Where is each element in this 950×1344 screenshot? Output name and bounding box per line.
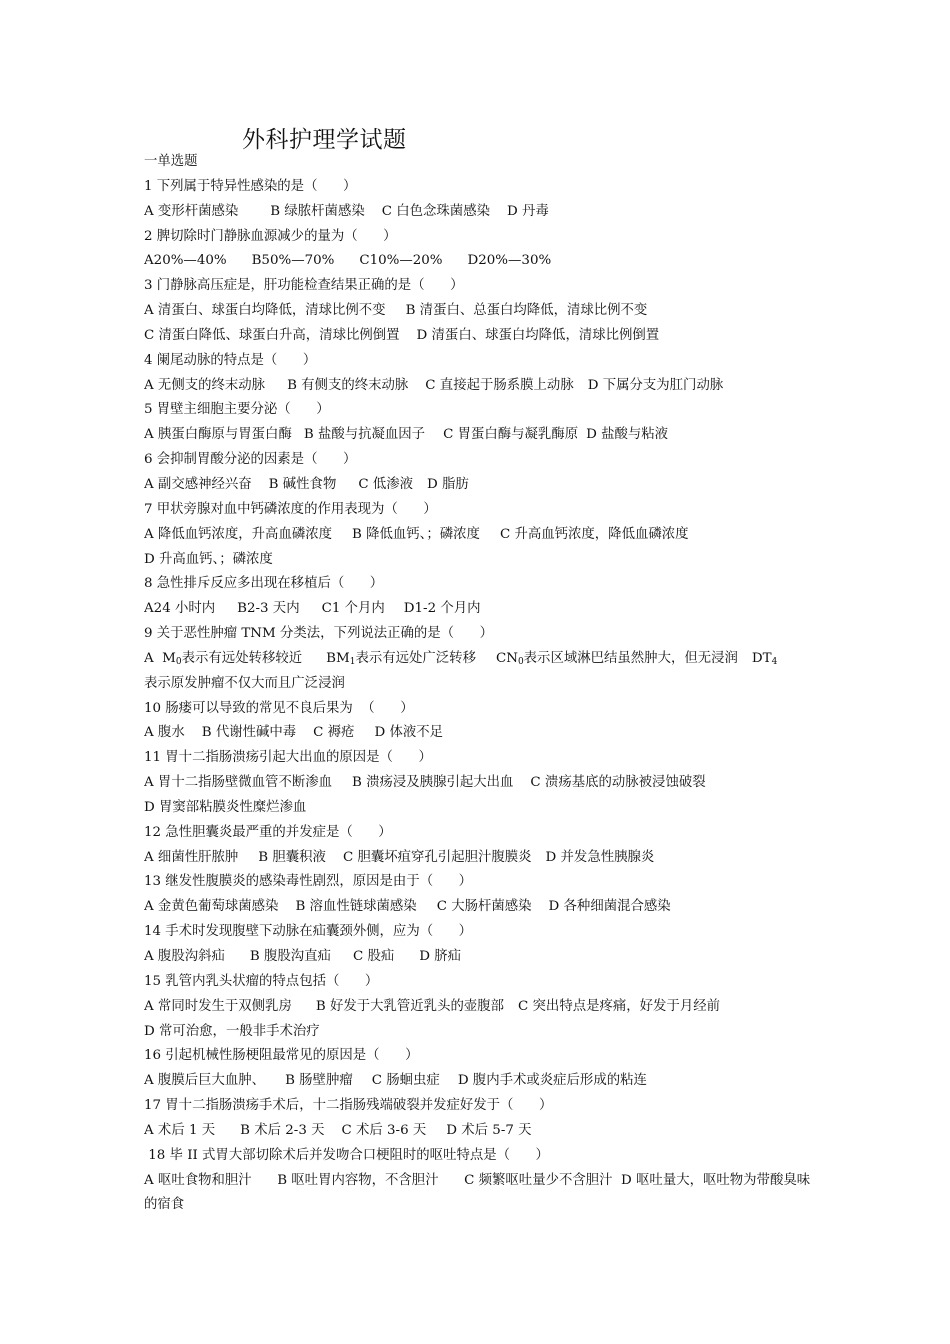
question-stem: 5 胃壁主细胞主要分泌（ ） (144, 402, 330, 418)
option-d: D 胃窦部粘膜炎性糜烂渗血 (144, 799, 307, 815)
option-a: A24 小时内 (144, 601, 216, 617)
question-stem: 9 关于恶性肿瘤 TNM 分类法，下列说法正确的是（ ） (144, 626, 493, 642)
option-d: D 盐酸与粘液 (586, 427, 669, 443)
option-d: D 下属分支为肛门动脉 (587, 377, 724, 393)
option-c: C 胆囊坏疽穿孔引起胆汁腹膜炎 (342, 849, 532, 865)
question-stem: 6 会抑制胃酸分泌的因素是（ ） (144, 452, 357, 468)
option-d: D 脐疝 (419, 949, 462, 964)
question-stem: 4 阑尾动脉的特点是（ ） (144, 352, 317, 368)
option-a: A 胰蛋白酶原与胃蛋白酶 (144, 427, 292, 443)
question-stem: 12 急性胆囊炎最严重的并发症是（ ） (144, 824, 392, 840)
option-d: D 体液不足 (374, 725, 444, 741)
option-a-text: 表示有远处转移较近 (181, 650, 303, 666)
option-d-symbol: DT (751, 650, 772, 666)
option-c: C 溃疡基底的动脉被浸蚀破裂 (530, 775, 706, 791)
option-row (144, 473, 816, 498)
option-c (496, 651, 738, 666)
option-c: C 直接起于肠系膜上动脉 (425, 377, 574, 393)
option-c: C 清蛋白降低、球蛋白升高，清球比例倒置 (144, 327, 400, 343)
option-row (144, 523, 816, 548)
option-c: C 术后 3-6 天 (341, 1122, 427, 1138)
option-d-subscript: 4 (771, 656, 778, 667)
option-c-text: 表示区域淋巴结虽然肿大，但无浸润 (523, 650, 738, 666)
question-stem: 2 脾切除时门静脉血源减少的量为（ ） (144, 228, 397, 244)
option-row (144, 299, 816, 324)
option-a: A 无侧支的终末动脉 (144, 377, 266, 393)
question-stem: 18 毕 II 式胃大部切除术后并发吻合口梗阻时的呕吐特点是（ ） (144, 1147, 549, 1163)
option-b: B 胆囊积液 (258, 849, 326, 865)
option-d: D 清蛋白、球蛋白均降低，清球比例倒置 (416, 327, 660, 343)
option-d: D 升高血钙、；磷浓度 (144, 551, 273, 567)
question-stem: 14 手术时发现腹壁下动脉在疝囊颈外侧，应为（ ） (144, 924, 473, 940)
option-b: B 肠壁肿瘤 (285, 1073, 353, 1089)
option-continuation: 表示原发肿瘤不仅大而且广泛浸润 (144, 675, 345, 691)
option-a: A 副交感神经兴奋 (144, 476, 252, 492)
option-b: B50%—70% (251, 253, 335, 269)
option-c: C 股疝 (352, 949, 395, 964)
option-a-subscript: 0 (175, 656, 182, 667)
option-d: D 丹毒 (506, 203, 549, 219)
option-d: D 并发急性胰腺炎 (545, 849, 655, 865)
option-c-symbol: CN (495, 650, 518, 666)
option-d: D1-2 个月内 (403, 601, 481, 617)
question-list (144, 150, 816, 1218)
option-row (144, 846, 816, 871)
option-row (144, 548, 816, 573)
option-a: A 变形杆菌感染 (144, 203, 239, 219)
option-a: A 细菌性肝脓肿 (144, 849, 239, 865)
option-c: C 胃蛋白酶与凝乳酶原 (443, 427, 579, 443)
option-row (144, 945, 816, 970)
option-row (144, 1020, 816, 1045)
option-row (144, 895, 816, 920)
option-a: A 腹水 (144, 725, 185, 741)
question-stem: 15 乳管内乳头状瘤的特点包括（ ） (144, 973, 379, 989)
question-stem: 7 甲状旁腺对血中钙磷浓度的作用表现为（ ） (144, 501, 437, 517)
option-row (144, 1119, 816, 1144)
option-b (326, 651, 476, 666)
question-stem: 10 肠瘘可以导致的常见不良后果为 （ ） (144, 700, 414, 716)
option-c: C 大肠杆菌感染 (436, 899, 532, 915)
option-d: D 腹内手术或炎症后形成的粘连 (457, 1073, 647, 1089)
option-b-symbol: BM (326, 650, 350, 666)
option-a: A 降低血钙浓度，升高血磷浓度 (144, 526, 333, 542)
option-a-symbol: A M (144, 650, 176, 666)
option-d: D 常可治愈，一般非手术治疗 (144, 1023, 320, 1039)
option-c-subscript: 0 (517, 656, 524, 667)
question-stem: 8 急性排斥反应多出现在移植后（ ） (144, 576, 384, 592)
option-c: C 升高血钙浓度，降低血磷浓度 (499, 526, 689, 542)
option-row (144, 771, 816, 796)
section-heading: 一单选题 (144, 154, 198, 169)
option-b: B 清蛋白、总蛋白均降低，清球比例不变 (405, 303, 648, 319)
option-b: B 碱性食物 (268, 476, 337, 492)
option-a: A 胃十二指肠壁微血管不断渗血 (144, 775, 333, 791)
option-d: D 脂肪 (427, 476, 469, 492)
option-a: A 腹股沟斜疝 (144, 949, 225, 964)
option-a: A 金黄色葡萄球菌感染 (144, 899, 279, 915)
question-stem: 3 门静脉高压症是，肝功能检查结果正确的是（ ） (144, 278, 464, 294)
question-stem: 16 引起机械性肠梗阻最常见的原因是（ ） (144, 1048, 419, 1064)
option-d: D20%—30% (467, 253, 552, 269)
option-row (144, 200, 816, 225)
option-b: B 盐酸与抗凝血因子 (303, 427, 426, 443)
option-b: B 降低血钙、；磷浓度 (352, 526, 480, 542)
option-b: B 腹股沟直疝 (249, 949, 331, 964)
option-b: B 术后 2-3 天 (240, 1122, 325, 1138)
option-row (144, 374, 816, 399)
option-row (144, 1069, 816, 1094)
option-c: C 白色念珠菌感染 (381, 203, 490, 219)
option-a (144, 651, 302, 666)
option-row (144, 324, 816, 349)
option-b-subscript: 1 (349, 656, 356, 667)
document-title: 外科护理学试题 (242, 127, 407, 153)
option-a: A 术后 1 天 (144, 1122, 216, 1138)
option-b: B 绿脓杆菌感染 (270, 203, 365, 219)
option-b: B 代谢性碱中毒 (201, 725, 297, 741)
option-paragraph: A 呕吐食物和胆汁 B 呕吐胃内容物，不含胆汁 C 频繁呕吐量少不含胆汁 D 呕吐量大，呕吐物为带酸臭味的宿食 (144, 1172, 811, 1213)
question-stem: 11 胃十二指肠溃疡引起大出血的原因是（ ） (144, 750, 432, 766)
option-row (144, 597, 816, 622)
question-stem: 17 胃十二指肠溃疡手术后，十二指肠残端破裂并发症好发于（ ） (144, 1098, 553, 1114)
option-b: B 溃疡浸及胰腺引起大出血 (352, 775, 514, 791)
option-b: B 有侧支的终末动脉 (287, 377, 409, 393)
option-row (144, 423, 816, 448)
option-row (144, 647, 816, 672)
option-c: C 低渗液 (358, 476, 414, 492)
option-c: C10%—20% (359, 253, 443, 269)
question-stem: 13 继发性腹膜炎的感染毒性剧烈，原因是由于（ ） (144, 874, 473, 890)
option-d (752, 651, 777, 666)
option-c: C 褥疮 (313, 725, 355, 741)
option-c: C 突出特点是疼痛，好发于月经前 (518, 998, 721, 1014)
option-c: C 肠蛔虫症 (371, 1073, 440, 1089)
option-row (144, 796, 816, 821)
option-a: A20%—40% (144, 253, 227, 269)
option-b-text: 表示有远处广泛转移 (355, 650, 476, 666)
option-a: A 清蛋白、球蛋白均降低，清球比例不变 (144, 303, 386, 319)
option-row (144, 721, 816, 746)
option-row (144, 249, 816, 274)
option-d: D 各种细菌混合感染 (548, 899, 671, 915)
option-b: B2-3 天内 (237, 601, 300, 617)
option-b: B 溶血性链球菌感染 (295, 899, 417, 915)
option-row (144, 995, 816, 1020)
option-a: A 腹膜后巨大血肿、 (144, 1073, 266, 1089)
question-stem: 1 下列属于特异性感染的是（ ） (144, 178, 357, 194)
option-a: A 常同时发生于双侧乳房 (144, 998, 292, 1014)
option-d: D 术后 5-7 天 (446, 1122, 532, 1138)
option-c: C1 个月内 (321, 601, 385, 617)
option-b: B 好发于大乳管近乳头的壶腹部 (315, 998, 505, 1014)
